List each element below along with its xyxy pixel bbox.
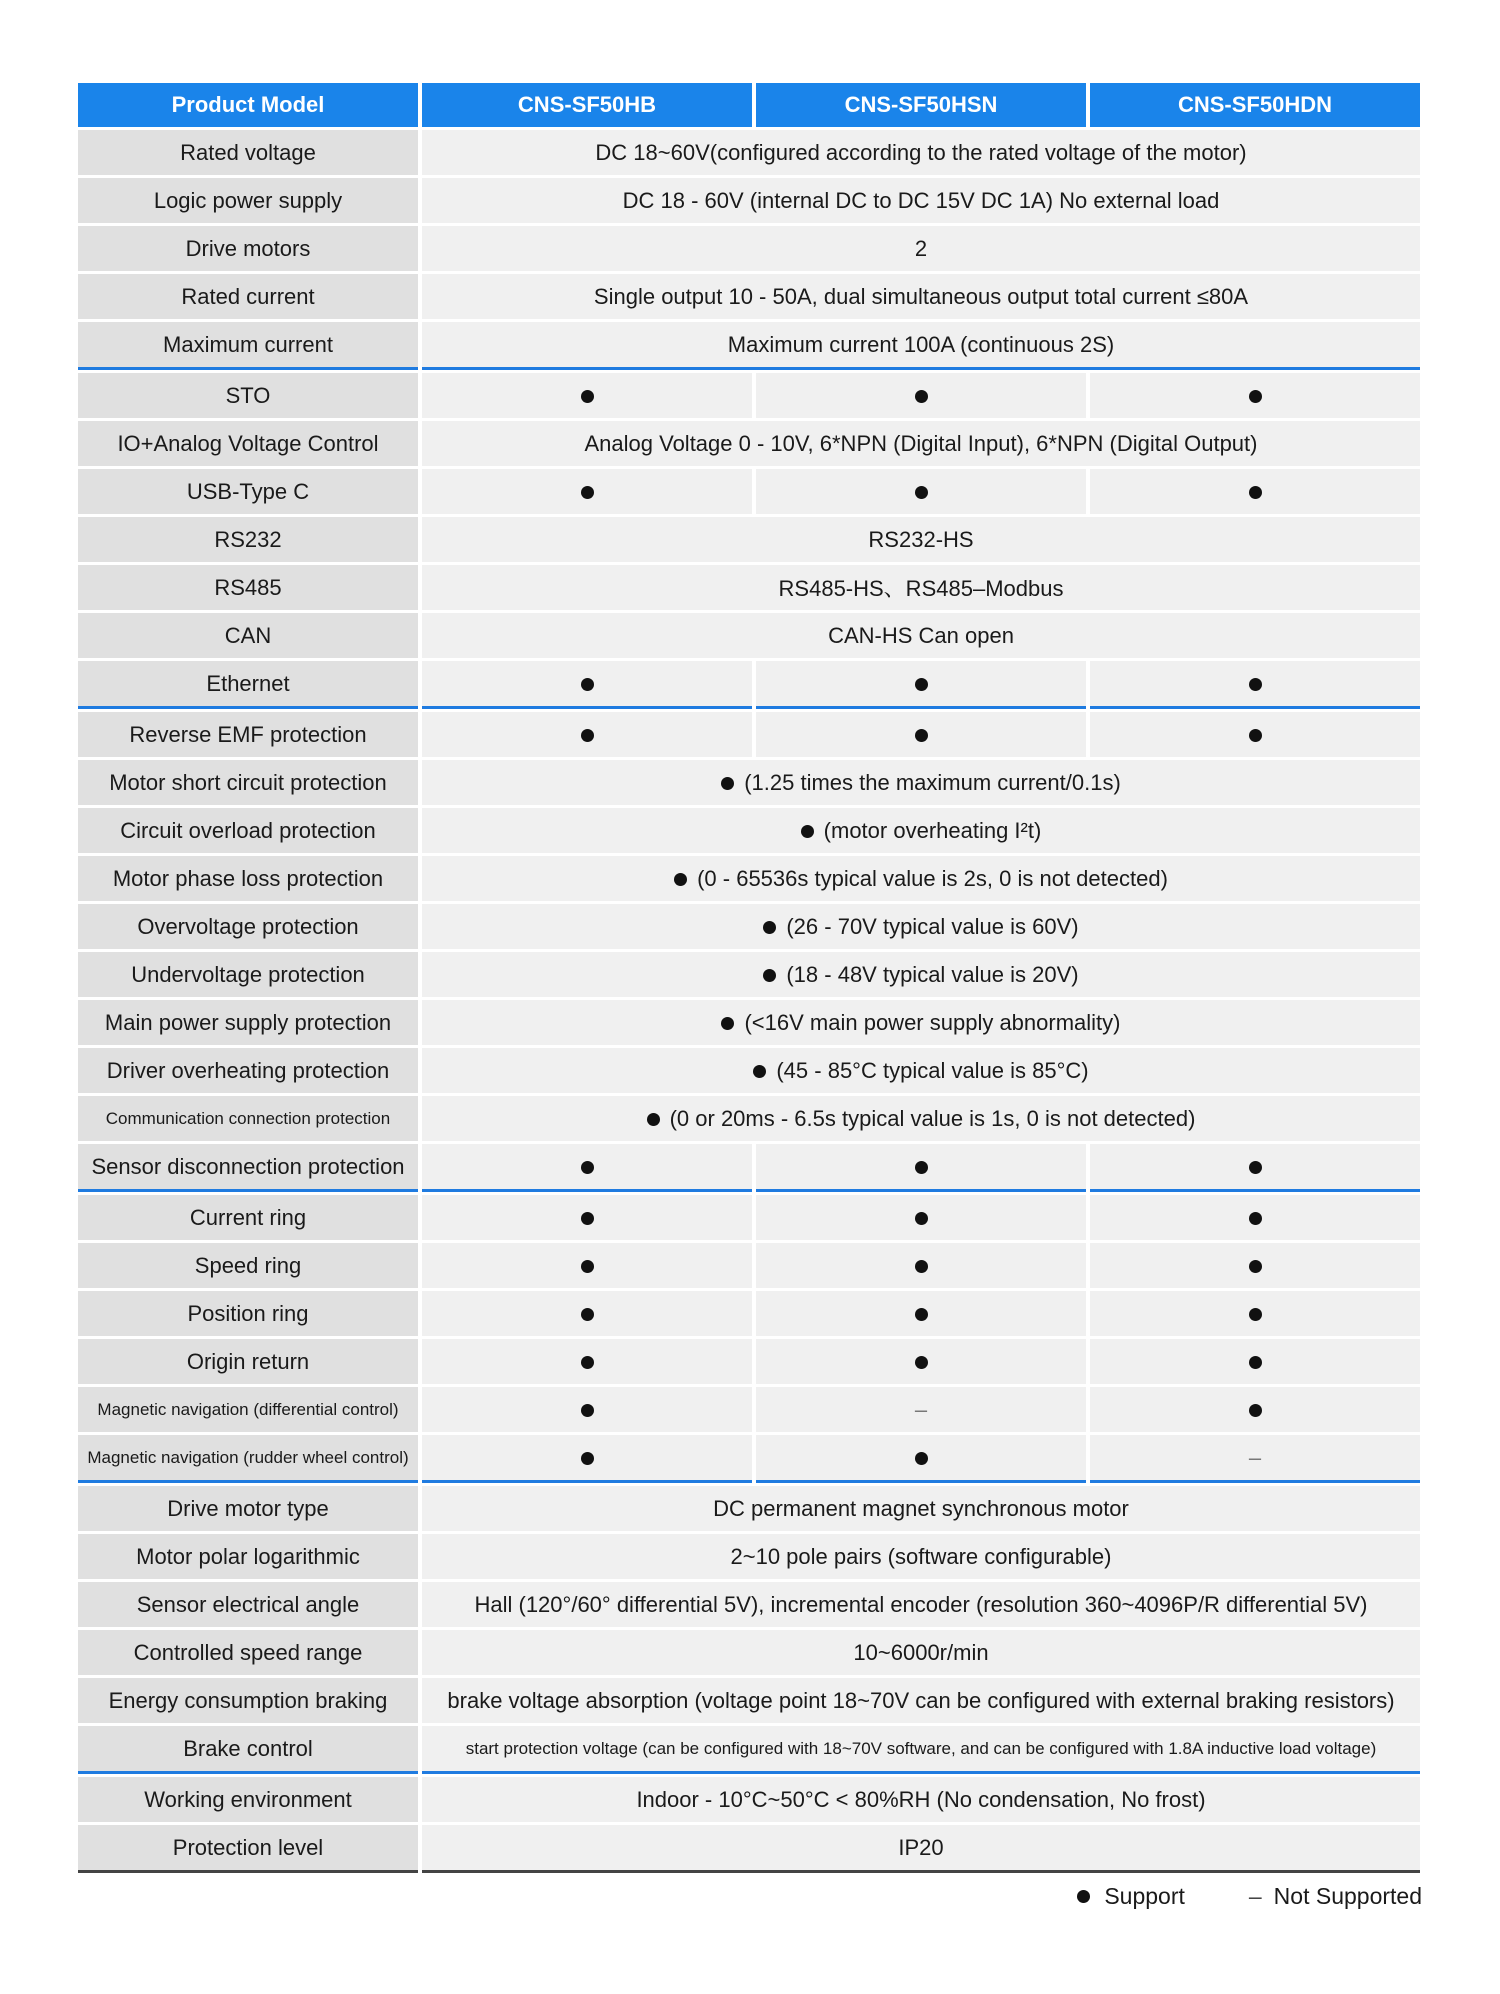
table-row xyxy=(78,1582,1420,1627)
row-label: CAN xyxy=(78,613,418,658)
support-cell xyxy=(1090,1387,1420,1432)
table-row xyxy=(78,760,1420,805)
table-row xyxy=(78,1096,1420,1141)
support-cell xyxy=(1090,469,1420,514)
header-row xyxy=(78,83,1420,127)
support-dot-icon xyxy=(1249,1356,1262,1369)
table-row xyxy=(78,1195,1420,1240)
row-value xyxy=(422,178,1420,223)
support-dot-icon xyxy=(915,1161,928,1174)
row-value xyxy=(422,517,1420,562)
support-cell xyxy=(1090,1291,1420,1336)
row-value xyxy=(422,1096,1420,1141)
table-row xyxy=(78,1726,1420,1774)
support-cell xyxy=(756,1144,1086,1192)
support-dot-icon xyxy=(581,1260,594,1273)
table-row xyxy=(78,373,1420,418)
row-label: Drive motor type xyxy=(78,1486,418,1531)
row-value-text: 2~10 pole pairs (software configurable) xyxy=(730,1543,1112,1569)
table-row xyxy=(78,661,1420,709)
row-label: Rated current xyxy=(78,274,418,319)
not-supported-dash-icon: – xyxy=(1248,1444,1262,1470)
row-label: Motor short circuit protection xyxy=(78,760,418,805)
row-label: Protection level xyxy=(78,1825,418,1873)
support-cell xyxy=(756,661,1086,709)
support-dot-icon xyxy=(915,729,928,742)
row-label: Logic power supply xyxy=(78,178,418,223)
support-cell xyxy=(422,1243,752,1288)
support-cell xyxy=(1090,373,1420,418)
row-label: Origin return xyxy=(78,1339,418,1384)
support-dot-icon xyxy=(1249,390,1262,403)
table-row xyxy=(78,1486,1420,1531)
table-row xyxy=(78,1387,1420,1432)
support-dot-icon xyxy=(1077,1890,1090,1903)
row-value xyxy=(422,1825,1420,1873)
row-value xyxy=(422,565,1420,610)
table-row xyxy=(78,1144,1420,1192)
row-value xyxy=(422,1726,1420,1774)
row-value xyxy=(422,421,1420,466)
support-dot-icon xyxy=(581,729,594,742)
row-value-text: DC 18 - 60V (internal DC to DC 15V DC 1A) No external load xyxy=(622,187,1220,213)
row-label: Position ring xyxy=(78,1291,418,1336)
row-label: Magnetic navigation (differential control) xyxy=(78,1387,418,1432)
row-label: Motor polar logarithmic xyxy=(78,1534,418,1579)
row-value xyxy=(422,226,1420,271)
support-dot-icon xyxy=(1249,1404,1262,1417)
legend-support xyxy=(1077,1883,1185,1910)
row-label: Motor phase loss protection xyxy=(78,856,418,901)
row-value-text: (18 - 48V typical value is 20V) xyxy=(786,961,1079,987)
support-dot-icon xyxy=(1249,729,1262,742)
support-cell xyxy=(1090,1144,1420,1192)
support-cell xyxy=(422,1387,752,1432)
row-label: Rated voltage xyxy=(78,130,418,175)
support-dot-icon xyxy=(915,1308,928,1321)
row-value-text: RS485-HS、RS485–Modbus xyxy=(778,576,1064,601)
table-row xyxy=(78,1243,1420,1288)
support-dot-icon xyxy=(915,1212,928,1225)
legend-support-label: Support xyxy=(1104,1883,1185,1909)
support-dot-icon xyxy=(581,1452,594,1465)
row-label: Reverse EMF protection xyxy=(78,712,418,757)
table-row xyxy=(78,613,1420,658)
support-dot-icon xyxy=(915,678,928,691)
row-label: RS485 xyxy=(78,565,418,610)
support-cell xyxy=(1090,1243,1420,1288)
row-label: Current ring xyxy=(78,1195,418,1240)
row-value xyxy=(422,1678,1420,1723)
row-label: RS232 xyxy=(78,517,418,562)
support-dot-icon xyxy=(647,1113,660,1126)
table-row xyxy=(78,1000,1420,1045)
table-row xyxy=(78,517,1420,562)
support-cell xyxy=(422,1195,752,1240)
support-cell xyxy=(422,661,752,709)
support-cell xyxy=(422,373,752,418)
support-dot-icon xyxy=(581,1404,594,1417)
row-value-text: DC permanent magnet synchronous motor xyxy=(713,1495,1129,1521)
row-value-text: 2 xyxy=(914,235,928,261)
support-cell xyxy=(1090,661,1420,709)
table-row xyxy=(78,1048,1420,1093)
support-dot-icon xyxy=(753,1065,766,1078)
support-cell xyxy=(422,1144,752,1192)
row-value-text: RS232-HS xyxy=(868,526,974,552)
legend xyxy=(1077,1883,1422,1910)
row-value xyxy=(422,1486,1420,1531)
table-row xyxy=(78,808,1420,853)
support-dot-icon xyxy=(763,969,776,982)
legend-not-supported-label: Not Supported xyxy=(1273,1883,1422,1909)
support-dot-icon xyxy=(581,390,594,403)
row-value-text: Analog Voltage 0 - 10V, 6*NPN (Digital Input), 6*NPN (Digital Output) xyxy=(584,430,1258,456)
row-value-text: (0 or 20ms - 6.5s typical value is 1s, 0 is not detected) xyxy=(669,1105,1196,1131)
row-label: Magnetic navigation (rudder wheel control) xyxy=(78,1435,418,1483)
support-dot-icon xyxy=(1249,1308,1262,1321)
row-value-text: DC 18~60V(configured according to the rated voltage of the motor) xyxy=(595,139,1247,165)
not-supported-cell xyxy=(1090,1435,1420,1483)
not-supported-dash-icon: – xyxy=(1248,1883,1262,1909)
row-label: Maximum current xyxy=(78,322,418,370)
support-dot-icon xyxy=(1249,1260,1262,1273)
row-label: Undervoltage protection xyxy=(78,952,418,997)
support-cell xyxy=(1090,1339,1420,1384)
support-dot-icon xyxy=(915,390,928,403)
row-value xyxy=(422,1777,1420,1822)
not-supported-cell xyxy=(756,1387,1086,1432)
support-cell xyxy=(756,1195,1086,1240)
table-row xyxy=(78,322,1420,370)
row-label: Main power supply protection xyxy=(78,1000,418,1045)
table-row xyxy=(78,421,1420,466)
support-dot-icon xyxy=(1249,1161,1262,1174)
row-value-text: (45 - 85°C typical value is 85°C) xyxy=(776,1057,1089,1083)
support-cell xyxy=(756,373,1086,418)
support-dot-icon xyxy=(674,873,687,886)
support-cell xyxy=(756,1435,1086,1483)
row-value xyxy=(422,952,1420,997)
row-value xyxy=(422,1000,1420,1045)
row-value xyxy=(422,1534,1420,1579)
table-row xyxy=(78,565,1420,610)
table-row xyxy=(78,1630,1420,1675)
table-row xyxy=(78,1291,1420,1336)
table-row xyxy=(78,130,1420,175)
table-row xyxy=(78,904,1420,949)
support-dot-icon xyxy=(763,921,776,934)
row-value-text: IP20 xyxy=(898,1834,944,1860)
row-value xyxy=(422,856,1420,901)
row-label: Controlled speed range xyxy=(78,1630,418,1675)
header-product-model: Product Model xyxy=(78,83,418,127)
support-dot-icon xyxy=(915,1356,928,1369)
support-dot-icon xyxy=(581,1356,594,1369)
row-label: Overvoltage protection xyxy=(78,904,418,949)
table-row xyxy=(78,1534,1420,1579)
support-cell xyxy=(756,1243,1086,1288)
support-dot-icon xyxy=(721,777,734,790)
support-dot-icon xyxy=(581,1308,594,1321)
row-value xyxy=(422,1630,1420,1675)
row-value-text: Maximum current 100A (continuous 2S) xyxy=(727,331,1115,357)
legend-not-supported xyxy=(1249,1883,1422,1910)
row-label: Working environment xyxy=(78,1777,418,1822)
table-row xyxy=(78,274,1420,319)
support-cell xyxy=(756,712,1086,757)
support-dot-icon xyxy=(801,825,814,838)
support-dot-icon xyxy=(721,1017,734,1030)
support-dot-icon xyxy=(1249,678,1262,691)
row-value-text: (0 - 65536s typical value is 2s, 0 is not detected) xyxy=(697,865,1168,891)
table-row xyxy=(78,952,1420,997)
table-row xyxy=(78,469,1420,514)
support-dot-icon xyxy=(581,678,594,691)
table-row xyxy=(78,1825,1420,1873)
row-value-text: (26 - 70V typical value is 60V) xyxy=(786,913,1079,939)
support-cell xyxy=(756,469,1086,514)
support-dot-icon xyxy=(1249,1212,1262,1225)
support-dot-icon xyxy=(1249,486,1262,499)
table-row xyxy=(78,226,1420,271)
support-cell xyxy=(756,1291,1086,1336)
row-label: Drive motors xyxy=(78,226,418,271)
support-cell xyxy=(1090,712,1420,757)
header-model-hsn: CNS-SF50HSN xyxy=(756,83,1086,127)
row-value xyxy=(422,904,1420,949)
row-label: Ethernet xyxy=(78,661,418,709)
support-cell xyxy=(1090,1195,1420,1240)
row-label: Sensor disconnection protection xyxy=(78,1144,418,1192)
table-row xyxy=(78,178,1420,223)
header-model-hdn: CNS-SF50HDN xyxy=(1090,83,1420,127)
row-label: STO xyxy=(78,373,418,418)
row-value-text: CAN-HS Can open xyxy=(828,622,1014,648)
table-row xyxy=(78,1678,1420,1723)
support-cell xyxy=(422,469,752,514)
row-label: USB-Type C xyxy=(78,469,418,514)
support-dot-icon xyxy=(915,1260,928,1273)
table-row xyxy=(78,1435,1420,1483)
spec-table xyxy=(74,80,1424,1876)
support-cell xyxy=(422,1435,752,1483)
row-value xyxy=(422,1582,1420,1627)
support-cell xyxy=(422,1291,752,1336)
table-row xyxy=(78,1777,1420,1822)
table-row xyxy=(78,712,1420,757)
support-cell xyxy=(422,712,752,757)
row-value xyxy=(422,130,1420,175)
support-dot-icon xyxy=(915,486,928,499)
row-value-text: start protection voltage (can be configured with 18~70V software, and can be configured with 1.8A inductive load voltage) xyxy=(465,1738,1377,1758)
header-model-hb: CNS-SF50HB xyxy=(422,83,752,127)
row-label: Speed ring xyxy=(78,1243,418,1288)
row-value-text: Hall (120°/60° differential 5V), incremental encoder (resolution 360~4096P/R differential 5V) xyxy=(474,1591,1368,1617)
support-dot-icon xyxy=(581,486,594,499)
support-dot-icon xyxy=(581,1212,594,1225)
row-value-text: brake voltage absorption (voltage point 18~70V can be configured with external braking resistors) xyxy=(447,1687,1395,1713)
row-value xyxy=(422,322,1420,370)
support-dot-icon xyxy=(581,1161,594,1174)
table-row xyxy=(78,856,1420,901)
row-value-text: (1.25 times the maximum current/0.1s) xyxy=(744,769,1121,795)
row-value-text: 10~6000r/min xyxy=(853,1639,989,1665)
row-label: Circuit overload protection xyxy=(78,808,418,853)
row-value xyxy=(422,760,1420,805)
row-value xyxy=(422,274,1420,319)
support-cell xyxy=(422,1339,752,1384)
row-value xyxy=(422,1048,1420,1093)
support-dot-icon xyxy=(915,1452,928,1465)
row-label: Sensor electrical angle xyxy=(78,1582,418,1627)
row-value xyxy=(422,613,1420,658)
table-row xyxy=(78,1339,1420,1384)
row-value xyxy=(422,808,1420,853)
support-cell xyxy=(756,1339,1086,1384)
row-value-text: (motor overheating I²t) xyxy=(823,817,1042,843)
row-label: Communication connection protection xyxy=(78,1096,418,1141)
row-label: Energy consumption braking xyxy=(78,1678,418,1723)
row-value-text: Indoor - 10°C~50°C < 80%RH (No condensation, No frost) xyxy=(636,1786,1206,1812)
row-label: IO+Analog Voltage Control xyxy=(78,421,418,466)
row-value-text: Single output 10 - 50A, dual simultaneous output total current ≤80A xyxy=(593,283,1249,309)
spec-body xyxy=(78,130,1420,1873)
not-supported-dash-icon: – xyxy=(914,1396,928,1422)
row-value-text: (<16V main power supply abnormality) xyxy=(744,1009,1121,1035)
row-label: Brake control xyxy=(78,1726,418,1774)
row-label: Driver overheating protection xyxy=(78,1048,418,1093)
